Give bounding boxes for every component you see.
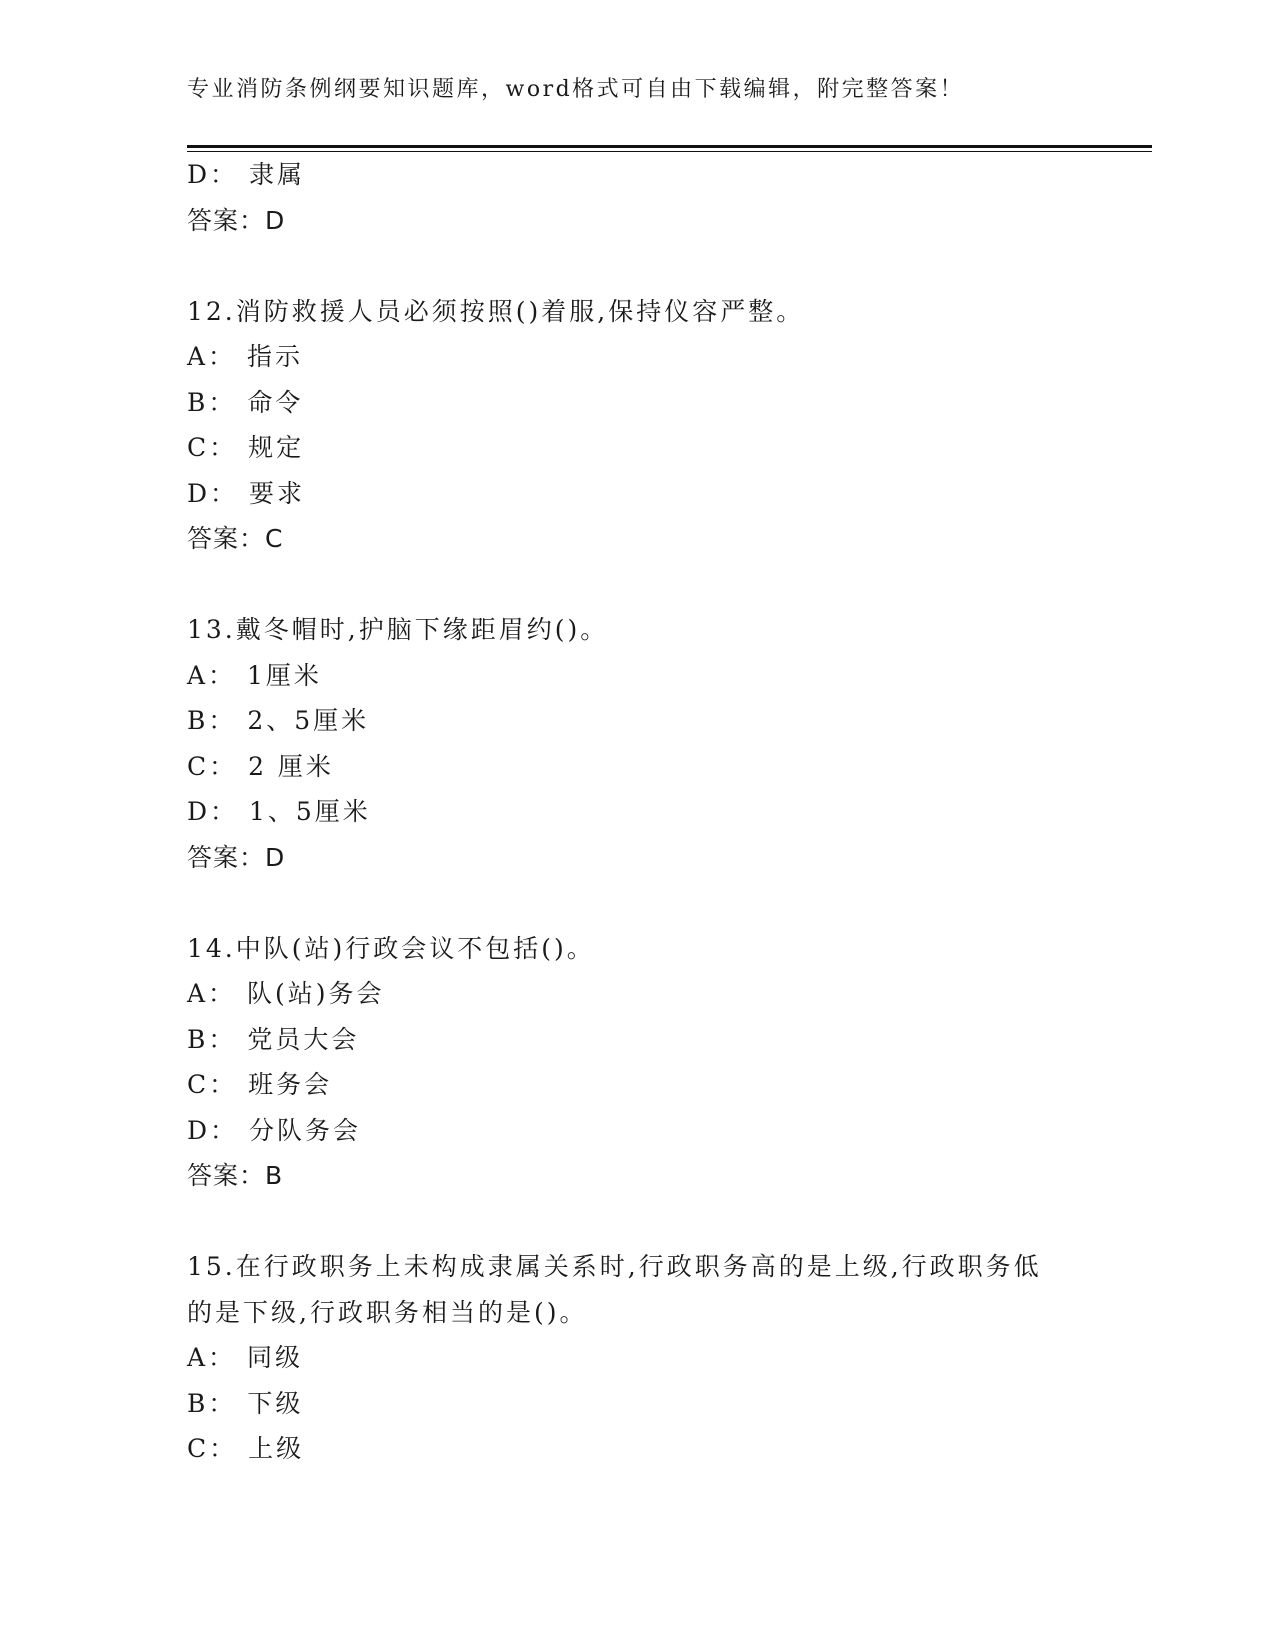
- option-b: B： 党员大会: [187, 1024, 360, 1054]
- answer: 答案：D: [187, 205, 286, 235]
- option-c: C： 2 厘米: [187, 751, 334, 781]
- option-b: B： 2、5厘米: [187, 706, 370, 735]
- header-divider: [187, 145, 1152, 152]
- option-a: A： 1厘米: [187, 660, 322, 690]
- option-c: C： 上级: [187, 1434, 305, 1463]
- option-b: B： 下级: [187, 1388, 304, 1418]
- answer: 答案：B: [187, 1161, 284, 1190]
- question-14: [187, 926, 1087, 1199]
- question-13: [187, 607, 1087, 880]
- option-a: A： 队(站)务会: [187, 979, 385, 1008]
- option-c: C： 规定: [187, 433, 305, 462]
- option-c: C： 班务会: [187, 1070, 333, 1099]
- document-body: [187, 152, 1087, 1472]
- answer: 答案：D: [187, 842, 286, 872]
- option-d: D： 分队务会: [187, 1115, 361, 1145]
- option-d: D： 隶属: [187, 160, 305, 189]
- question-stem-line-2: 的是下级,行政职务相当的是()。: [187, 1297, 588, 1327]
- option-a: A： 指示: [187, 342, 304, 371]
- question-stem: 13.戴冬帽时,护脑下缘距眉约()。: [187, 615, 609, 644]
- question-stem: 12.消防救援人员必须按照()着服,保持仪容严整。: [187, 296, 805, 326]
- page-header: 专业消防条例纲要知识题库，word格式可自由下载编辑，附完整答案！: [187, 77, 965, 102]
- answer: 答案：C: [187, 524, 284, 553]
- option-d: D： 1、5厘米: [187, 797, 371, 826]
- question-12: [187, 289, 1087, 562]
- question-15: [187, 1244, 1087, 1472]
- option-a: A： 同级: [187, 1343, 304, 1372]
- option-b: B： 命令: [187, 387, 304, 417]
- option-d: D： 要求: [187, 478, 305, 508]
- question-stem: 14.中队(站)行政会议不包括()。: [187, 933, 595, 963]
- question-stem-line-1: 15.在行政职务上未构成隶属关系时,行政职务高的是上级,行政职务低: [187, 1252, 1042, 1281]
